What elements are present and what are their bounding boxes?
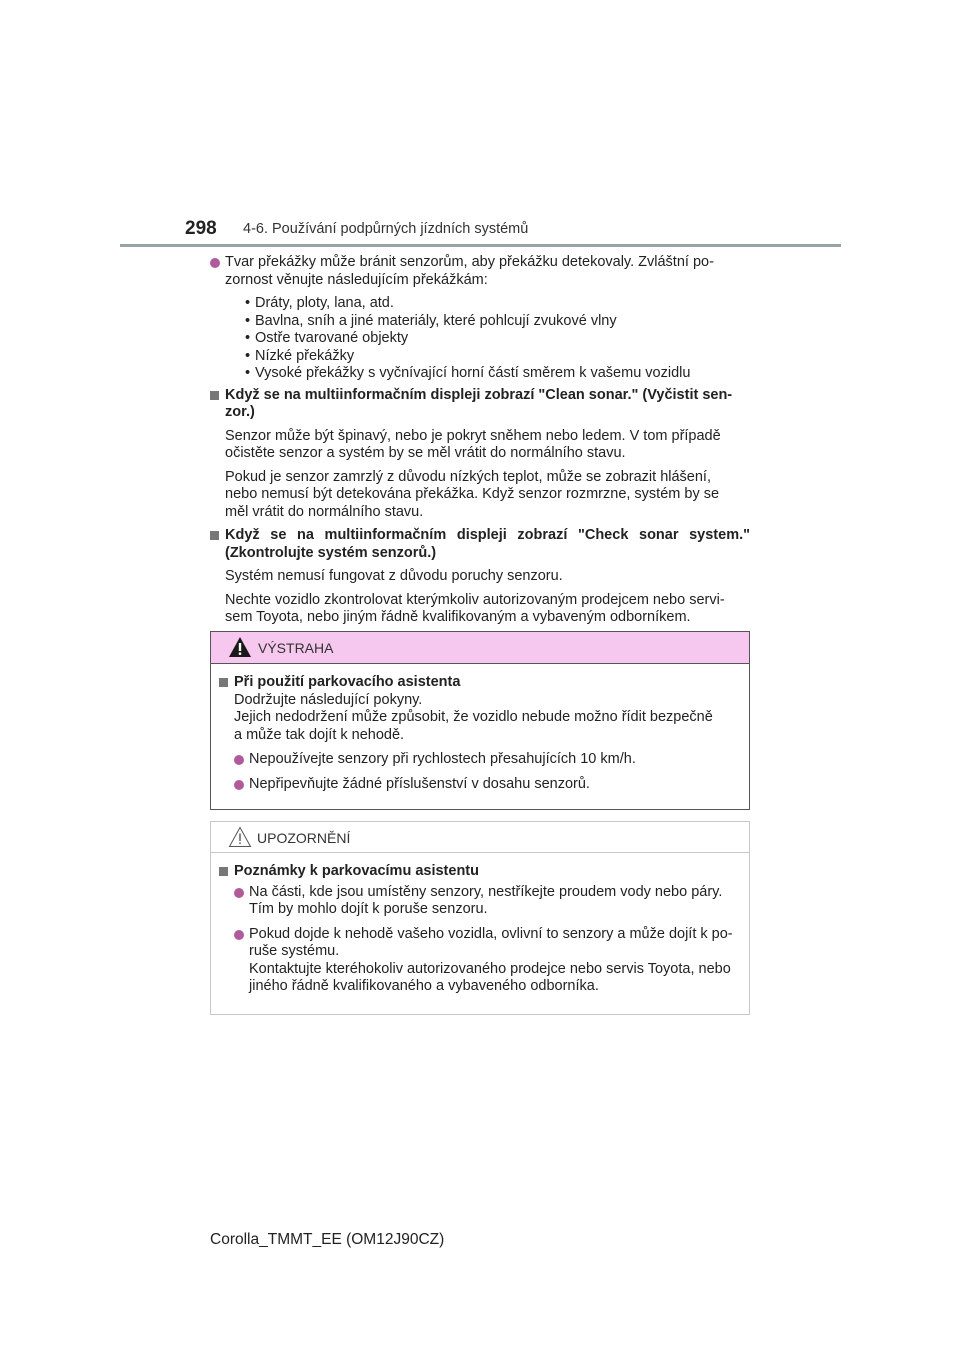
notice-header	[211, 822, 749, 853]
bullet-dot-icon	[234, 888, 244, 898]
heading-line: zor.)	[225, 404, 255, 420]
heading-text: Při použití parkovacího asistenta	[234, 674, 461, 690]
paragraph-line: sem Toyota, nebo jiným řádně kvalifikovaným a vybaveným odborníkem.	[225, 609, 691, 625]
warning-body	[211, 664, 749, 793]
intro-text-line1: Tvar překážky může bránit senzorům, aby překážku detekovaly. Zvláštní po-	[225, 254, 714, 270]
warning-box	[210, 631, 750, 810]
clean-sonar-para2	[210, 469, 750, 522]
heading-square-icon	[219, 678, 228, 687]
bullet-dot-icon	[234, 755, 244, 765]
warning-heading	[219, 674, 741, 692]
bullet-dot-icon	[210, 258, 220, 268]
intro-bullet	[210, 254, 750, 383]
list-item: • Nízké překážky	[245, 348, 750, 366]
paragraph-line: Pokud je senzor zamrzlý z důvodu nízkých teplot, může se zobrazit hlášení,	[225, 468, 711, 485]
bullet-text: Tím by mohlo dojít k poruše senzoru.	[249, 901, 488, 917]
paragraph-line: Dodržujte následující pokyny.	[234, 691, 423, 708]
bullet-text: Na části, kde jsou umístěny senzory, nestříkejte proudem vody nebo páry.	[249, 883, 723, 900]
check-sonar-para2	[210, 592, 750, 627]
obstacle-list	[225, 295, 750, 383]
list-item: • Bavlna, sníh a jiné materiály, které pohlcují zvukové vlny	[245, 313, 750, 331]
notice-label: UPOZORNĚNÍ	[257, 830, 351, 846]
warning-header	[211, 632, 749, 664]
section-title: 4-6. Používání podpůrných jízdních systémů	[243, 221, 529, 237]
heading-line: Když se na multiinformačním displeji zobrazí "Check sonar system."	[225, 527, 750, 543]
check-sonar-heading	[210, 527, 750, 562]
list-item: • Ostře tvarované objekty	[245, 330, 750, 348]
bullet-text: Nepřipevňujte žádné příslušenství v dosahu senzorů.	[249, 775, 590, 792]
heading-square-icon	[210, 391, 219, 400]
caution-triangle-outline-icon	[228, 826, 252, 848]
check-sonar-para1: Systém nemusí fungovat z důvodu poruchy senzoru.	[225, 568, 563, 584]
bullet-text: Kontaktujte kteréhokoliv autorizovaného prodejce nebo servis Toyota, nebo	[249, 960, 731, 977]
heading-text: Poznámky k parkovacímu asistentu	[234, 863, 479, 879]
notice-body	[211, 853, 749, 996]
paragraph-line: nebo nemusí být detekována překážka. Když senzor rozmrzne, systém by se	[225, 486, 720, 502]
footer-code: Corolla_TMMT_EE (OM12J90CZ)	[210, 1231, 445, 1248]
list-item: • Vysoké překážky s vyčnívající horní částí směrem k vašemu vozidlu	[245, 365, 750, 383]
heading-line: (Zkontrolujte systém senzorů.)	[225, 544, 437, 561]
bullet-dot-icon	[234, 930, 244, 940]
bullet-text: ruše systému.	[249, 943, 340, 959]
warning-bullet	[234, 751, 741, 769]
paragraph-line: očistěte senzor a systém by se měl vrátit do normálního stavu.	[225, 445, 626, 461]
paragraph-line: Nechte vozidlo zkontrolovat kterýmkoliv autorizovaným prodejcem nebo servi-	[225, 591, 725, 608]
notice-box	[210, 821, 750, 1015]
list-item: • Dráty, ploty, lana, atd.	[245, 295, 750, 313]
notice-bullet	[234, 926, 741, 996]
clean-sonar-heading	[210, 387, 750, 422]
paragraph-line: Jejich nedodržení může způsobit, že vozidlo nebude možno řídit bezpečně	[234, 709, 713, 725]
warning-triangle-icon	[228, 636, 252, 658]
notice-heading	[219, 863, 741, 881]
bullet-dot-icon	[234, 780, 244, 790]
warning-text	[219, 692, 741, 745]
heading-line: Když se na multiinformačním displeji zobrazí "Clean sonar." (Vyčistit sen-	[225, 386, 733, 403]
warning-label: VÝSTRAHA	[258, 640, 334, 656]
notice-bullet	[234, 884, 741, 919]
bullet-text: Pokud dojde k nehodě vašeho vozidla, ovlivní to senzory a může dojít k po-	[249, 925, 733, 942]
header-divider	[120, 244, 841, 247]
warning-bullet	[234, 776, 741, 794]
clean-sonar-para1	[210, 428, 750, 463]
paragraph-line: měl vrátit do normálního stavu.	[225, 503, 424, 520]
heading-square-icon	[219, 867, 228, 876]
bullet-text: Nepoužívejte senzory při rychlostech přesahujících 10 km/h.	[249, 751, 636, 767]
main-content	[210, 254, 750, 627]
intro-text-line2: zornost věnujte následujícím překážkám:	[225, 271, 488, 288]
paragraph-line: Senzor může být špinavý, nebo je pokryt sněhem nebo ledem. V tom případě	[225, 427, 721, 444]
bullet-text: jiného řádně kvalifikovaného a vybaveného odborníka.	[249, 978, 599, 994]
heading-square-icon	[210, 531, 219, 540]
page-number: 298	[185, 218, 217, 239]
paragraph-line: a může tak dojít k nehodě.	[234, 726, 405, 743]
